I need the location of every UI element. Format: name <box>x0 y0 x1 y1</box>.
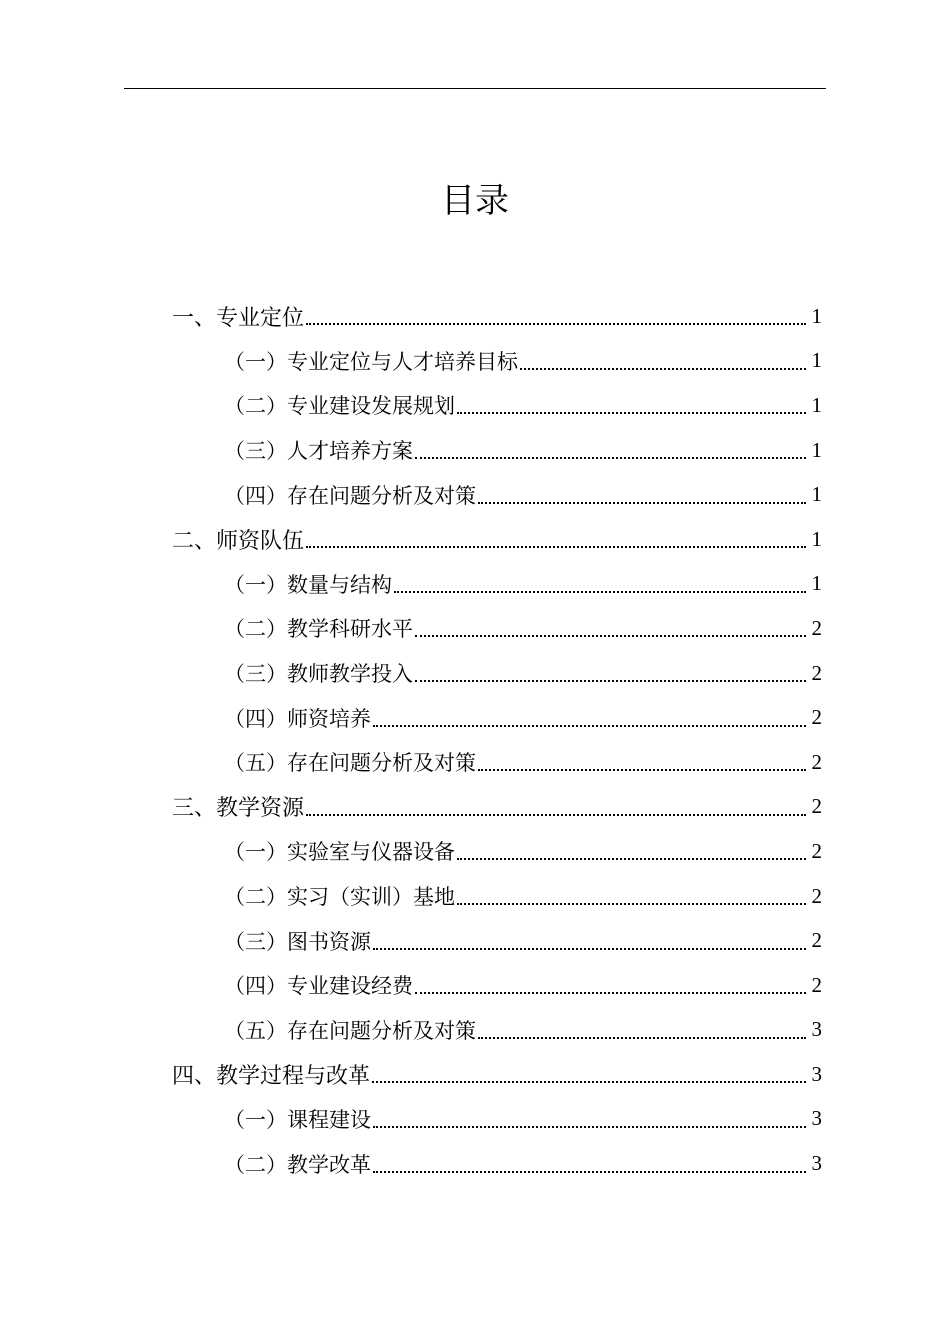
toc-entry-label: （一）专业定位与人才培养目标 <box>224 349 518 374</box>
toc-entry-label: （一）实验室与仪器设备 <box>224 840 455 865</box>
toc-subsection-entry[interactable] <box>0 829 950 874</box>
toc-entry-label: （五）存在问题分析及对策 <box>224 751 476 776</box>
toc-entry-label: （二）专业建设发展规划 <box>224 394 455 419</box>
toc-page-number: 3 <box>811 1151 822 1176</box>
toc-page-number: 2 <box>811 928 822 953</box>
toc-entry-label: （三）教师教学投入 <box>224 662 413 687</box>
toc-page-number: 1 <box>811 437 822 462</box>
toc-dot-leader <box>373 948 806 950</box>
table-of-contents <box>0 294 950 1186</box>
toc-dot-leader <box>373 1126 806 1128</box>
toc-entry-label: （四）专业建设经费 <box>224 974 413 999</box>
toc-section-entry[interactable] <box>0 1052 950 1097</box>
toc-page-number: 2 <box>811 883 822 908</box>
toc-page-number: 2 <box>811 615 822 640</box>
toc-subsection-entry[interactable] <box>0 472 950 517</box>
toc-subsection-entry[interactable] <box>0 1097 950 1142</box>
toc-subsection-entry[interactable] <box>0 428 950 473</box>
toc-dot-leader <box>415 635 806 637</box>
toc-page-number: 2 <box>811 794 822 819</box>
toc-subsection-entry[interactable] <box>0 383 950 428</box>
toc-page-number: 1 <box>811 303 822 328</box>
title-part-1: 目 <box>441 181 475 221</box>
toc-entry-label: （一）课程建设 <box>224 1107 371 1132</box>
toc-dot-leader <box>306 546 806 548</box>
toc-dot-leader <box>478 502 806 504</box>
toc-page-number: 2 <box>811 660 822 685</box>
toc-entry-label: （二）教学科研水平 <box>224 617 413 642</box>
toc-page-number: 2 <box>811 838 822 863</box>
toc-page-number: 3 <box>811 1061 822 1086</box>
toc-subsection-entry[interactable] <box>0 918 950 963</box>
toc-page-number: 2 <box>811 749 822 774</box>
toc-dot-leader <box>372 1081 806 1083</box>
toc-dot-leader <box>306 814 806 816</box>
toc-subsection-entry[interactable] <box>0 1141 950 1186</box>
toc-subsection-entry[interactable] <box>0 562 950 607</box>
toc-entry-label: （三）人才培养方案 <box>224 439 413 464</box>
toc-entry-label: 四、教学过程与改革 <box>172 1063 371 1089</box>
toc-dot-leader <box>478 769 806 771</box>
toc-entry-label: 一、专业定位 <box>172 305 305 331</box>
toc-entry-label: （四）存在问题分析及对策 <box>224 483 476 508</box>
toc-subsection-entry[interactable] <box>0 740 950 785</box>
toc-subsection-entry[interactable] <box>0 874 950 919</box>
toc-section-entry[interactable] <box>0 785 950 830</box>
toc-entry-label: 二、师资队伍 <box>172 528 305 554</box>
toc-section-entry[interactable] <box>0 294 950 339</box>
toc-page-number: 1 <box>811 392 822 417</box>
toc-page-number: 2 <box>811 972 822 997</box>
toc-page-number: 1 <box>811 482 822 507</box>
toc-dot-leader <box>306 323 806 325</box>
toc-dot-leader <box>457 858 806 860</box>
page-title <box>0 178 950 229</box>
toc-dot-leader <box>415 992 806 994</box>
toc-dot-leader <box>415 680 806 682</box>
toc-subsection-entry[interactable] <box>0 339 950 384</box>
toc-subsection-entry[interactable] <box>0 606 950 651</box>
toc-page-number: 1 <box>811 348 822 373</box>
header-rule <box>124 88 826 89</box>
toc-dot-leader <box>457 412 806 414</box>
toc-entry-label: （二）教学改革 <box>224 1152 371 1177</box>
toc-page-number: 2 <box>811 705 822 730</box>
title-part-2: 录 <box>475 181 509 221</box>
toc-section-entry[interactable] <box>0 517 950 562</box>
toc-dot-leader <box>478 1037 806 1039</box>
toc-entry-label: （四）师资培养 <box>224 706 371 731</box>
toc-subsection-entry[interactable] <box>0 1008 950 1053</box>
toc-entry-label: （三）图书资源 <box>224 929 371 954</box>
toc-page-number: 3 <box>811 1106 822 1131</box>
toc-dot-leader <box>415 457 806 459</box>
toc-dot-leader <box>457 903 806 905</box>
toc-dot-leader <box>373 725 806 727</box>
toc-subsection-entry[interactable] <box>0 651 950 696</box>
toc-entry-label: （五）存在问题分析及对策 <box>224 1018 476 1043</box>
toc-page-number: 1 <box>811 571 822 596</box>
toc-subsection-entry[interactable] <box>0 963 950 1008</box>
toc-dot-leader <box>373 1171 806 1173</box>
toc-subsection-entry[interactable] <box>0 695 950 740</box>
toc-entry-label: （一）数量与结构 <box>224 572 392 597</box>
toc-dot-leader <box>520 368 806 370</box>
toc-page-number: 1 <box>811 526 822 551</box>
toc-entry-label: （二）实习（实训）基地 <box>224 885 455 910</box>
toc-page-number: 3 <box>811 1017 822 1042</box>
toc-entry-label: 三、教学资源 <box>172 796 305 822</box>
toc-dot-leader <box>394 591 806 593</box>
